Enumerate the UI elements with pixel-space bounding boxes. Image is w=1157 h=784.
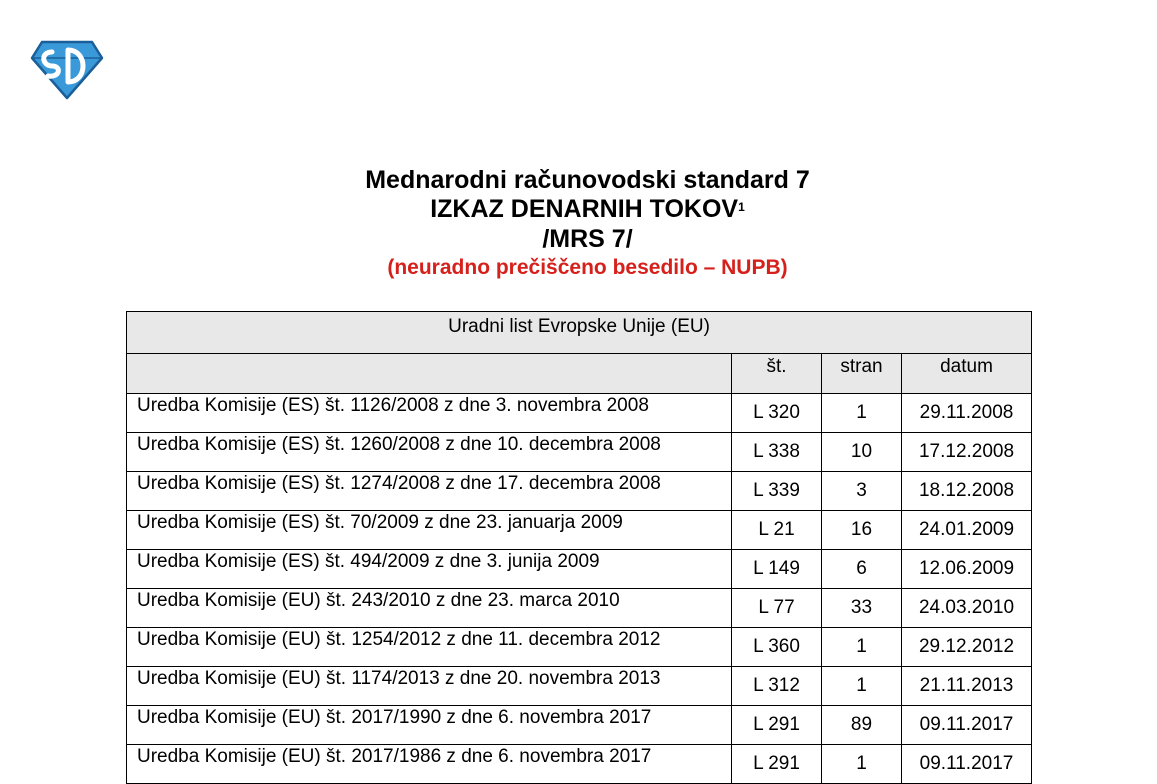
date-cell: 12.06.2009	[902, 550, 1032, 589]
date-cell: 21.11.2013	[902, 667, 1032, 706]
regulation-cell: Uredba Komisije (EU) št. 2017/1986 z dne 6. novembra 2017	[127, 745, 732, 784]
date-cell: 09.11.2017	[902, 745, 1032, 784]
table-row	[127, 433, 1032, 472]
page-cell: 10	[822, 433, 902, 472]
journal-number-cell: L 291	[732, 706, 822, 745]
journal-number-cell: L 360	[732, 628, 822, 667]
date-cell: 24.01.2009	[902, 511, 1032, 550]
regulation-cell: Uredba Komisije (EU) št. 1254/2012 z dne 11. decembra 2012	[127, 628, 732, 667]
date-cell: 17.12.2008	[902, 433, 1032, 472]
page-cell: 6	[822, 550, 902, 589]
unofficial-text-note: (neuradno prečiščeno besedilo – NUPB)	[387, 256, 788, 279]
diamond-shield-logo-icon	[30, 40, 104, 100]
journal-number-cell: L 77	[732, 589, 822, 628]
table-row	[127, 394, 1032, 433]
journal-number-cell: L 149	[732, 550, 822, 589]
column-header-page: stran	[822, 354, 902, 394]
table-row	[127, 472, 1032, 511]
column-header-date: datum	[902, 354, 1032, 394]
regulation-cell: Uredba Komisije (EU) št. 1174/2013 z dne 20. novembra 2013	[127, 667, 732, 706]
regulation-cell: Uredba Komisije (ES) št. 494/2009 z dne 3. junija 2009	[127, 550, 732, 589]
table-row	[127, 550, 1032, 589]
title-line-1: Mednarodni računovodski standard 7	[365, 166, 810, 194]
column-header-regulation	[127, 354, 732, 394]
table-caption: Uradni list Evropske Unije (EU)	[127, 312, 1032, 354]
page-cell: 3	[822, 472, 902, 511]
regulation-cell: Uredba Komisije (ES) št. 1260/2008 z dne 10. decembra 2008	[127, 433, 732, 472]
table-row	[127, 589, 1032, 628]
page-cell: 89	[822, 706, 902, 745]
page-cell: 1	[822, 628, 902, 667]
table-row	[127, 628, 1032, 667]
journal-number-cell: L 339	[732, 472, 822, 511]
regulation-cell: Uredba Komisije (ES) št. 1274/2008 z dne 17. decembra 2008	[127, 472, 732, 511]
journal-number-cell: L 291	[732, 745, 822, 784]
regulation-cell: Uredba Komisije (EU) št. 243/2010 z dne 23. marca 2010	[127, 589, 732, 628]
page-cell: 1	[822, 394, 902, 433]
title-line-2-text: IZKAZ DENARNIH TOKOV	[430, 195, 739, 223]
page-cell: 16	[822, 511, 902, 550]
table-caption-row	[127, 312, 1032, 354]
table-row	[127, 706, 1032, 745]
table-row	[127, 745, 1032, 784]
journal-number-cell: L 338	[732, 433, 822, 472]
date-cell: 24.03.2010	[902, 589, 1032, 628]
regulation-cell: Uredba Komisije (ES) št. 1126/2008 z dne 3. novembra 2008	[127, 394, 732, 433]
table-header-row	[127, 354, 1032, 394]
official-journal-table	[126, 311, 1032, 784]
journal-number-cell: L 312	[732, 667, 822, 706]
column-header-number: št.	[732, 354, 822, 394]
page-cell: 33	[822, 589, 902, 628]
table-row	[127, 667, 1032, 706]
page-cell: 1	[822, 745, 902, 784]
footnote-marker: 1	[738, 200, 745, 214]
regulation-cell: Uredba Komisije (EU) št. 2017/1990 z dne 6. novembra 2017	[127, 706, 732, 745]
page-cell: 1	[822, 667, 902, 706]
date-cell: 18.12.2008	[902, 472, 1032, 511]
title-line-3: /MRS 7/	[542, 225, 633, 253]
document-title	[0, 166, 1157, 282]
journal-number-cell: L 21	[732, 511, 822, 550]
date-cell: 29.11.2008	[902, 394, 1032, 433]
regulation-cell: Uredba Komisije (ES) št. 70/2009 z dne 23. januarja 2009	[127, 511, 732, 550]
journal-number-cell: L 320	[732, 394, 822, 433]
title-line-2	[0, 195, 1157, 224]
date-cell: 09.11.2017	[902, 706, 1032, 745]
date-cell: 29.12.2012	[902, 628, 1032, 667]
table-row	[127, 511, 1032, 550]
